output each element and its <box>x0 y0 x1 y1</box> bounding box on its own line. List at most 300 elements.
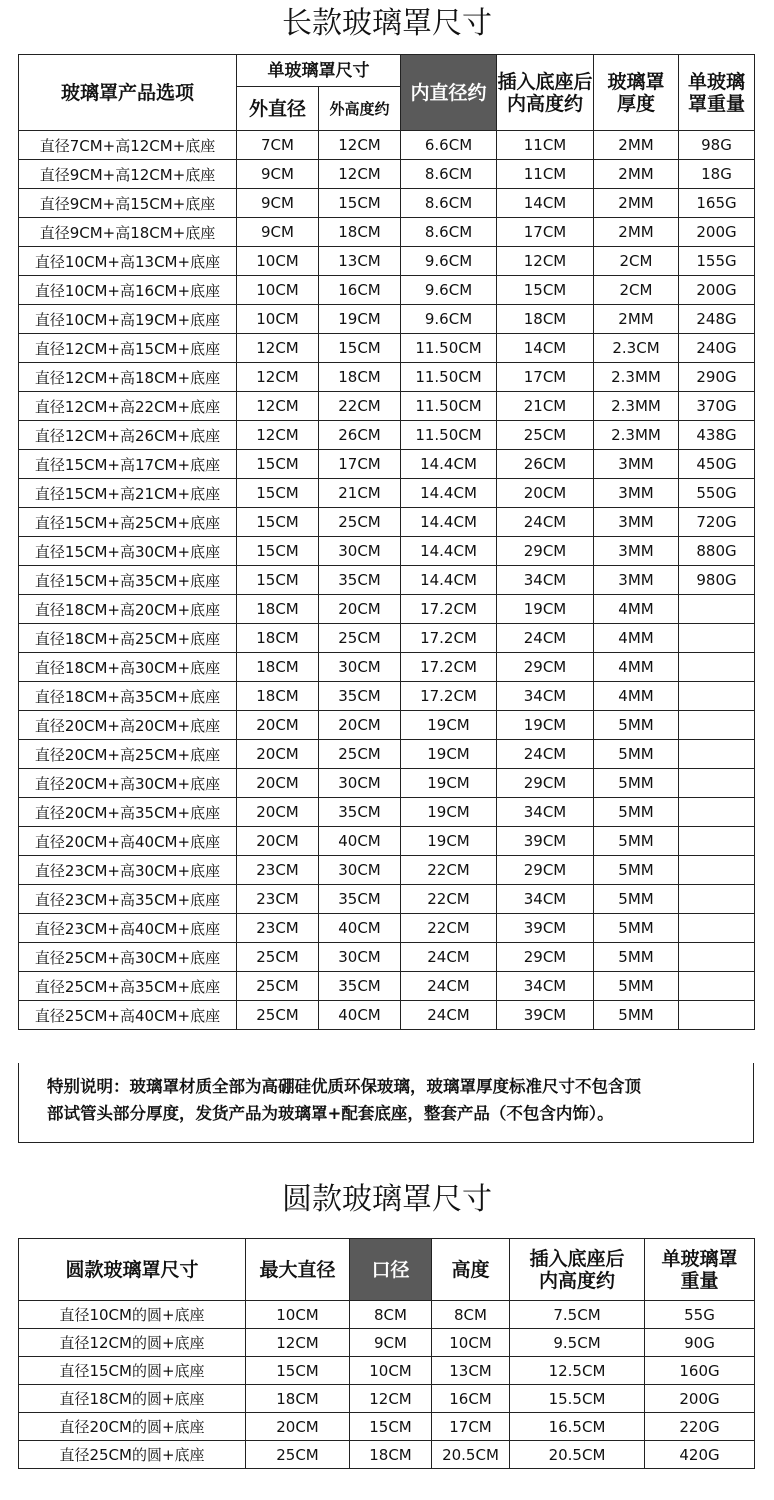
table-cell: 12CM <box>237 363 319 392</box>
table-cell: 155G <box>679 247 755 276</box>
table-cell: 8CM <box>432 1301 510 1329</box>
table-cell: 11.50CM <box>401 392 497 421</box>
table-cell: 30CM <box>319 769 401 798</box>
table-cell: 直径10CM+高19CM+底座 <box>19 305 237 334</box>
table-cell: 14.4CM <box>401 450 497 479</box>
table-cell: 20.5CM <box>432 1441 510 1469</box>
table-cell: 17.2CM <box>401 624 497 653</box>
table-cell: 直径15CM+高17CM+底座 <box>19 450 237 479</box>
table-cell: 3MM <box>594 508 679 537</box>
table-row <box>19 189 755 218</box>
table-row <box>19 885 755 914</box>
round-header-weight-line2: 重量 <box>680 1269 719 1292</box>
table-cell: 980G <box>679 566 755 595</box>
round-header-weight <box>645 1239 755 1301</box>
table-row <box>19 1329 755 1357</box>
round-header-max-diameter: 最大直径 <box>246 1239 350 1301</box>
table-cell: 直径20CM+高30CM+底座 <box>19 769 237 798</box>
table-cell: 39CM <box>497 914 594 943</box>
table-cell: 290G <box>679 363 755 392</box>
table-cell: 21CM <box>497 392 594 421</box>
table-cell: 9CM <box>237 218 319 247</box>
table-cell: 450G <box>679 450 755 479</box>
table-cell: 16.5CM <box>510 1413 645 1441</box>
table-cell: 200G <box>679 218 755 247</box>
table-cell: 19CM <box>401 740 497 769</box>
table-cell: 9.6CM <box>401 247 497 276</box>
table-cell: 34CM <box>497 798 594 827</box>
table-row <box>19 1001 755 1030</box>
header-inserted-height <box>497 55 594 131</box>
round-header-option: 圆款玻璃罩尺寸 <box>19 1239 246 1301</box>
table-cell: 直径20CM+高20CM+底座 <box>19 711 237 740</box>
table-cell: 9.5CM <box>510 1329 645 1357</box>
table-row <box>19 595 755 624</box>
header-thickness-line1: 玻璃罩 <box>607 70 665 93</box>
table-row <box>19 392 755 421</box>
table-cell: 438G <box>679 421 755 450</box>
table-cell: 4MM <box>594 682 679 711</box>
table-cell: 14CM <box>497 189 594 218</box>
table-row <box>19 653 755 682</box>
table-cell: 24CM <box>497 624 594 653</box>
table-cell: 17.2CM <box>401 682 497 711</box>
table-cell: 18CM <box>246 1385 350 1413</box>
table-cell: 15CM <box>246 1357 350 1385</box>
table-cell: 8CM <box>350 1301 432 1329</box>
table-cell: 2MM <box>594 131 679 160</box>
table-cell: 3MM <box>594 537 679 566</box>
table-cell: 18CM <box>237 624 319 653</box>
table-cell: 9CM <box>237 160 319 189</box>
table-cell: 29CM <box>497 769 594 798</box>
table-row <box>19 450 755 479</box>
table-cell: 19CM <box>401 798 497 827</box>
table-row <box>19 972 755 1001</box>
table-cell: 17.2CM <box>401 653 497 682</box>
table-cell: 直径12CM的圆+底座 <box>19 1329 246 1357</box>
special-note <box>18 1063 754 1143</box>
table-cell: 直径23CM+高40CM+底座 <box>19 914 237 943</box>
table-cell: 14.4CM <box>401 566 497 595</box>
table-cell: 9CM <box>237 189 319 218</box>
long-table-title: 长款玻璃罩尺寸 <box>282 6 492 41</box>
table-cell: 25CM <box>237 1001 319 1030</box>
table-cell: 12CM <box>319 160 401 189</box>
table-cell: 2MM <box>594 218 679 247</box>
table-cell: 20CM <box>237 740 319 769</box>
table-cell: 19CM <box>401 769 497 798</box>
table-row <box>19 1413 755 1441</box>
table-cell: 35CM <box>319 798 401 827</box>
table-cell: 98G <box>679 131 755 160</box>
table-cell: 34CM <box>497 885 594 914</box>
table-cell: 3MM <box>594 566 679 595</box>
table-cell: 22CM <box>401 914 497 943</box>
table-cell: 12CM <box>497 247 594 276</box>
table-cell: 17CM <box>497 363 594 392</box>
table-row <box>19 1301 755 1329</box>
table-cell: 10CM <box>432 1329 510 1357</box>
table-row <box>19 1441 755 1469</box>
table-cell: 10CM <box>237 247 319 276</box>
table-row <box>19 914 755 943</box>
table-cell: 18CM <box>350 1441 432 1469</box>
table-cell: 2CM <box>594 276 679 305</box>
table-cell: 8.6CM <box>401 189 497 218</box>
table-cell: 29CM <box>497 537 594 566</box>
table-cell: 2.3MM <box>594 363 679 392</box>
table-row <box>19 247 755 276</box>
table-cell: 2.3CM <box>594 334 679 363</box>
table-cell: 10CM <box>246 1301 350 1329</box>
table-cell: 22CM <box>319 392 401 421</box>
table-cell <box>679 653 755 682</box>
table-cell: 10CM <box>237 276 319 305</box>
table-cell: 直径18CM+高20CM+底座 <box>19 595 237 624</box>
table-cell: 11.50CM <box>401 421 497 450</box>
table-cell: 25CM <box>237 972 319 1001</box>
table-cell: 直径25CM的圆+底座 <box>19 1441 246 1469</box>
table-cell: 15.5CM <box>510 1385 645 1413</box>
table-cell: 17.2CM <box>401 595 497 624</box>
table-row <box>19 305 755 334</box>
table-cell: 30CM <box>319 943 401 972</box>
table-cell: 23CM <box>237 856 319 885</box>
table-cell: 5MM <box>594 1001 679 1030</box>
table-cell: 直径25CM+高40CM+底座 <box>19 1001 237 1030</box>
table-cell: 6.6CM <box>401 131 497 160</box>
table-row <box>19 856 755 885</box>
table-cell <box>679 769 755 798</box>
table-cell <box>679 624 755 653</box>
table-cell: 17CM <box>497 218 594 247</box>
table-cell: 25CM <box>319 740 401 769</box>
table-cell: 直径25CM+高35CM+底座 <box>19 972 237 1001</box>
table-cell: 直径7CM+高12CM+底座 <box>19 131 237 160</box>
table-cell: 19CM <box>319 305 401 334</box>
table-row <box>19 537 755 566</box>
table-row <box>19 682 755 711</box>
table-cell: 3MM <box>594 479 679 508</box>
table-row <box>19 740 755 769</box>
table-cell: 10CM <box>237 305 319 334</box>
table-cell: 15CM <box>350 1413 432 1441</box>
table-cell: 25CM <box>246 1441 350 1469</box>
table-cell: 17CM <box>319 450 401 479</box>
table-cell: 420G <box>645 1441 755 1469</box>
table-cell: 15CM <box>237 508 319 537</box>
note-line-2: 部试管头部分厚度，发货产品为玻璃罩+配套底座，整套产品（不包含内饰）。 <box>47 1104 614 1123</box>
table-cell: 5MM <box>594 740 679 769</box>
table-cell: 370G <box>679 392 755 421</box>
table-cell: 直径25CM+高30CM+底座 <box>19 943 237 972</box>
table-cell: 12CM <box>237 392 319 421</box>
table-cell: 15CM <box>237 566 319 595</box>
table-cell: 24CM <box>401 1001 497 1030</box>
table-cell: 26CM <box>319 421 401 450</box>
table-cell: 12CM <box>350 1385 432 1413</box>
table-cell <box>679 827 755 856</box>
table-cell: 15CM <box>319 334 401 363</box>
table-cell: 24CM <box>401 943 497 972</box>
table-cell: 2MM <box>594 305 679 334</box>
table-cell: 12CM <box>319 131 401 160</box>
table-row <box>19 131 755 160</box>
table-cell: 20CM <box>246 1413 350 1441</box>
table-cell: 5MM <box>594 914 679 943</box>
table-row <box>19 943 755 972</box>
round-header-weight-line1: 单玻璃罩 <box>661 1247 738 1270</box>
table-row <box>19 421 755 450</box>
table-cell: 40CM <box>319 914 401 943</box>
table-cell: 直径10CM+高16CM+底座 <box>19 276 237 305</box>
table-cell: 直径15CM+高35CM+底座 <box>19 566 237 595</box>
table-row <box>19 566 755 595</box>
table-cell: 直径20CM+高40CM+底座 <box>19 827 237 856</box>
table-cell: 40CM <box>319 1001 401 1030</box>
long-size-table <box>18 54 755 1030</box>
table-cell: 直径20CM的圆+底座 <box>19 1413 246 1441</box>
table-cell: 5MM <box>594 972 679 1001</box>
table-cell: 39CM <box>497 1001 594 1030</box>
round-table-title: 圆款玻璃罩尺寸 <box>282 1182 492 1217</box>
table-cell: 18CM <box>237 595 319 624</box>
table-cell: 5MM <box>594 769 679 798</box>
table-cell: 直径18CM+高30CM+底座 <box>19 653 237 682</box>
table-cell: 2MM <box>594 160 679 189</box>
table-cell: 直径23CM+高30CM+底座 <box>19 856 237 885</box>
table-cell <box>679 1001 755 1030</box>
table-cell: 直径9CM+高15CM+底座 <box>19 189 237 218</box>
table-cell: 直径12CM+高26CM+底座 <box>19 421 237 450</box>
table-row <box>19 624 755 653</box>
table-cell: 直径15CM+高21CM+底座 <box>19 479 237 508</box>
table-cell: 9CM <box>350 1329 432 1357</box>
table-cell: 直径20CM+高35CM+底座 <box>19 798 237 827</box>
table-cell: 20CM <box>237 711 319 740</box>
table-cell: 15CM <box>237 479 319 508</box>
table-cell: 35CM <box>319 682 401 711</box>
header-inserted-height-line2: 内高度约 <box>506 92 583 115</box>
table-cell: 15CM <box>237 450 319 479</box>
table-cell: 55G <box>645 1301 755 1329</box>
table-cell: 35CM <box>319 972 401 1001</box>
table-row <box>19 1357 755 1385</box>
table-cell: 25CM <box>319 624 401 653</box>
table-cell: 17CM <box>432 1413 510 1441</box>
table-cell: 11CM <box>497 131 594 160</box>
table-cell: 165G <box>679 189 755 218</box>
table-cell: 24CM <box>497 508 594 537</box>
header-outer-diameter: 外直径 <box>237 87 319 131</box>
table-cell: 25CM <box>319 508 401 537</box>
table-cell: 14.4CM <box>401 479 497 508</box>
table-cell: 直径10CM+高13CM+底座 <box>19 247 237 276</box>
table-cell: 24CM <box>497 740 594 769</box>
table-row <box>19 479 755 508</box>
table-cell: 200G <box>645 1385 755 1413</box>
round-header-inserted-line1: 插入底座后 <box>529 1247 625 1270</box>
table-cell: 35CM <box>319 885 401 914</box>
table-cell: 8.6CM <box>401 218 497 247</box>
table-cell: 240G <box>679 334 755 363</box>
round-size-table <box>18 1238 755 1469</box>
table-row <box>19 218 755 247</box>
table-cell: 5MM <box>594 798 679 827</box>
table-cell: 20CM <box>319 711 401 740</box>
table-cell: 12CM <box>246 1329 350 1357</box>
table-cell: 5MM <box>594 856 679 885</box>
table-cell: 220G <box>645 1413 755 1441</box>
table-cell: 15CM <box>319 189 401 218</box>
table-cell: 14CM <box>497 334 594 363</box>
table-cell: 直径12CM+高22CM+底座 <box>19 392 237 421</box>
table-row <box>19 363 755 392</box>
table-cell: 直径15CM+高25CM+底座 <box>19 508 237 537</box>
header-thickness <box>594 55 679 131</box>
header-inner-diameter: 内直径约 <box>401 55 497 131</box>
header-option: 玻璃罩产品选项 <box>19 55 237 131</box>
table-cell: 16CM <box>319 276 401 305</box>
table-cell: 720G <box>679 508 755 537</box>
table-cell: 直径18CM+高25CM+底座 <box>19 624 237 653</box>
table-row <box>19 798 755 827</box>
table-cell: 24CM <box>401 972 497 1001</box>
table-cell: 5MM <box>594 711 679 740</box>
table-cell <box>679 914 755 943</box>
long-table-body <box>19 131 755 1030</box>
table-cell: 35CM <box>319 566 401 595</box>
table-cell: 18CM <box>319 363 401 392</box>
table-cell: 直径12CM+高15CM+底座 <box>19 334 237 363</box>
table-cell <box>679 972 755 1001</box>
table-cell <box>679 711 755 740</box>
table-cell: 29CM <box>497 943 594 972</box>
table-row <box>19 276 755 305</box>
table-cell <box>679 856 755 885</box>
table-cell: 9.6CM <box>401 276 497 305</box>
table-cell: 直径23CM+高35CM+底座 <box>19 885 237 914</box>
table-cell: 8.6CM <box>401 160 497 189</box>
table-cell: 22CM <box>401 885 497 914</box>
table-cell: 20CM <box>237 769 319 798</box>
table-cell: 13CM <box>319 247 401 276</box>
table-row <box>19 769 755 798</box>
table-cell: 11CM <box>497 160 594 189</box>
header-single-size: 单玻璃罩尺寸 <box>237 55 401 87</box>
table-cell: 22CM <box>401 856 497 885</box>
table-cell: 23CM <box>237 914 319 943</box>
table-cell: 直径20CM+高25CM+底座 <box>19 740 237 769</box>
table-cell: 11.50CM <box>401 363 497 392</box>
table-cell: 880G <box>679 537 755 566</box>
table-cell: 3MM <box>594 450 679 479</box>
table-cell: 15CM <box>237 537 319 566</box>
table-cell: 19CM <box>497 711 594 740</box>
table-cell: 直径18CM的圆+底座 <box>19 1385 246 1413</box>
round-header-mouth: 口径 <box>350 1239 432 1301</box>
table-cell: 4MM <box>594 624 679 653</box>
table-cell <box>679 943 755 972</box>
table-cell: 15CM <box>497 276 594 305</box>
table-cell: 20.5CM <box>510 1441 645 1469</box>
table-cell: 550G <box>679 479 755 508</box>
table-cell: 21CM <box>319 479 401 508</box>
table-row <box>19 711 755 740</box>
table-cell: 19CM <box>497 595 594 624</box>
table-cell: 18CM <box>237 682 319 711</box>
table-cell: 90G <box>645 1329 755 1357</box>
header-inserted-height-line1: 插入底座后 <box>497 70 593 93</box>
table-row <box>19 334 755 363</box>
round-header-inserted-height <box>510 1239 645 1301</box>
table-cell: 200G <box>679 276 755 305</box>
note-line-1: 特别说明：玻璃罩材质全部为高硼硅优质环保玻璃，玻璃罩厚度标准尺寸不包含顶 <box>47 1077 641 1096</box>
table-cell: 26CM <box>497 450 594 479</box>
table-cell: 直径10CM的圆+底座 <box>19 1301 246 1329</box>
header-weight-line2: 罩重量 <box>687 92 745 115</box>
table-cell: 7CM <box>237 131 319 160</box>
table-cell: 18G <box>679 160 755 189</box>
table-cell <box>679 682 755 711</box>
table-cell <box>679 885 755 914</box>
table-cell: 7.5CM <box>510 1301 645 1329</box>
table-cell: 25CM <box>237 943 319 972</box>
table-cell: 29CM <box>497 856 594 885</box>
table-cell: 5MM <box>594 885 679 914</box>
table-row <box>19 1385 755 1413</box>
table-cell: 20CM <box>319 595 401 624</box>
table-cell: 20CM <box>237 798 319 827</box>
table-cell: 18CM <box>497 305 594 334</box>
table-cell: 30CM <box>319 856 401 885</box>
table-cell: 30CM <box>319 537 401 566</box>
table-cell: 12CM <box>237 334 319 363</box>
table-cell: 2.3MM <box>594 421 679 450</box>
table-cell: 18CM <box>319 218 401 247</box>
table-row <box>19 827 755 856</box>
table-cell: 160G <box>645 1357 755 1385</box>
table-cell: 18CM <box>237 653 319 682</box>
table-cell: 10CM <box>350 1357 432 1385</box>
table-cell: 34CM <box>497 566 594 595</box>
table-cell <box>679 595 755 624</box>
table-cell: 16CM <box>432 1385 510 1413</box>
table-cell: 13CM <box>432 1357 510 1385</box>
table-cell: 直径12CM+高18CM+底座 <box>19 363 237 392</box>
table-cell: 34CM <box>497 682 594 711</box>
table-cell: 2.3MM <box>594 392 679 421</box>
header-thickness-line2: 厚度 <box>616 92 655 115</box>
table-cell <box>679 740 755 769</box>
table-cell: 25CM <box>497 421 594 450</box>
table-cell: 直径15CM+高30CM+底座 <box>19 537 237 566</box>
table-cell: 14.4CM <box>401 537 497 566</box>
table-cell: 2MM <box>594 189 679 218</box>
table-row <box>19 160 755 189</box>
table-cell: 248G <box>679 305 755 334</box>
table-cell <box>679 798 755 827</box>
table-cell: 5MM <box>594 827 679 856</box>
table-cell: 29CM <box>497 653 594 682</box>
table-cell: 19CM <box>401 711 497 740</box>
table-cell: 14.4CM <box>401 508 497 537</box>
table-cell: 19CM <box>401 827 497 856</box>
round-table-body <box>19 1301 755 1469</box>
table-cell: 5MM <box>594 943 679 972</box>
table-cell: 39CM <box>497 827 594 856</box>
